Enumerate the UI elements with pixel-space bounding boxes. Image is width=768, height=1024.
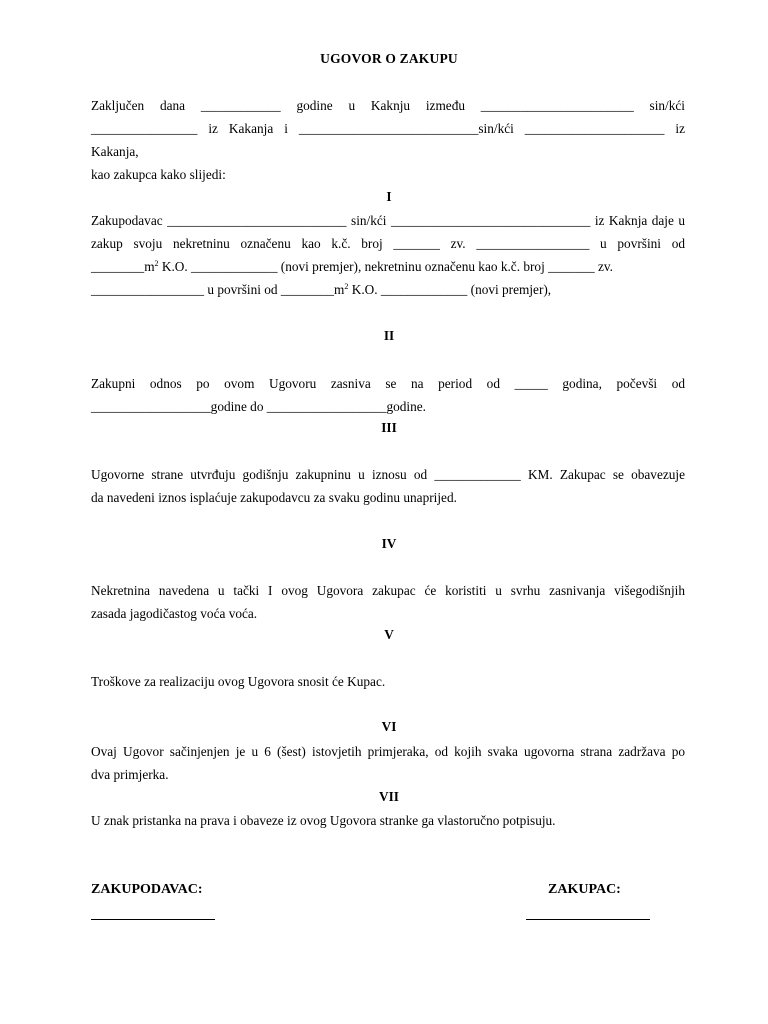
article-6-line-2: dva primjerka. bbox=[91, 767, 169, 782]
article-heading-1: I bbox=[386, 189, 392, 204]
article-3-line-2: da navedeni iznos isplaćuje zakupodavcu za svaku godinu unaprijed. bbox=[91, 490, 457, 505]
intro-paragraph bbox=[91, 94, 685, 186]
article-2-line-2: __________________godine do __________________godine. bbox=[91, 399, 426, 414]
intro-line-2: ________________ iz Kakanja i ___________________________sin/kći _____________________ iz Kakanja, bbox=[91, 121, 685, 159]
article-6-paragraph bbox=[91, 740, 685, 786]
article-4-line-2: zasada jagodičastog voća voća. bbox=[91, 606, 258, 621]
article-heading-6: VI bbox=[381, 719, 397, 734]
article-6-line-1: Ovaj Ugovor sačinjenjen je u 6 (šest) istovjetih primjeraka, od kojih svaka ugovorna strana zadržava po bbox=[91, 744, 685, 759]
lessee-signature-line bbox=[526, 919, 650, 920]
document-title: UGOVOR O ZAKUPU bbox=[320, 51, 458, 66]
article-1-line-2: zakup svoju nekretninu označenu kao k.č. broj _______ zv. _________________ u površini od bbox=[91, 236, 685, 251]
article-3-paragraph bbox=[91, 463, 685, 509]
article-7-paragraph bbox=[91, 809, 685, 832]
article-7-line-1: U znak pristanka na prava i obaveze iz ovog Ugovora stranke ga vlastoručno potpisuju. bbox=[91, 813, 556, 828]
article-heading-2: II bbox=[383, 328, 395, 343]
article-4-line-1: Nekretnina navedena u tački I ovog Ugovora zakupac će koristiti u svrhu zasnivanja višegodišnjih bbox=[91, 583, 685, 598]
superscript-2: 2 bbox=[154, 259, 159, 268]
lessor-signature-line bbox=[91, 919, 215, 920]
intro-line-3: kao zakupca kako slijedi: bbox=[91, 167, 226, 182]
article-2-paragraph bbox=[91, 372, 685, 418]
article-1-paragraph bbox=[91, 209, 685, 301]
intro-line-1: Zaključen dana ____________ godine u Kaknju između _______________________ sin/kći bbox=[91, 98, 685, 113]
article-1-line-3: $\_\_\_\_\_\_\_\_m^2$ K.O. _____________ (novi premjer), nekretninu označenu kao k.č. broj _______ zv. bbox=[91, 259, 613, 274]
lessee-signature-label: ZAKUPAC: bbox=[548, 882, 621, 897]
article-1-line-1: Zakupodavac ___________________________ sin/kći ______________________________ iz Kaknja daje u bbox=[91, 213, 685, 228]
article-2-line-1: Zakupni odnos po ovom Ugovoru zasniva se na period od _____ godina, počevši od bbox=[91, 376, 685, 391]
lessor-signature-label: ZAKUPODAVAC: bbox=[91, 882, 203, 897]
article-heading-3: III bbox=[381, 420, 397, 435]
article-heading-7: VII bbox=[379, 789, 399, 804]
superscript-2: 2 bbox=[344, 282, 349, 291]
article-heading-5: V bbox=[384, 627, 394, 642]
article-5-paragraph bbox=[91, 670, 685, 693]
article-5-line-1: Troškove za realizaciju ovog Ugovora snosit će Kupac. bbox=[91, 674, 386, 689]
article-3-line-1: Ugovorne strane utvrđuju godišnju zakupninu u iznosu od _____________ KM. Zakupac se obavezuje bbox=[91, 467, 685, 482]
article-1-line-4: _________________ u površini od $\_\_\_\_\_\_\_\_m^2$ K.O. _____________ (novi premjer), bbox=[91, 282, 552, 297]
article-4-paragraph bbox=[91, 579, 685, 625]
article-heading-4: IV bbox=[381, 536, 397, 551]
